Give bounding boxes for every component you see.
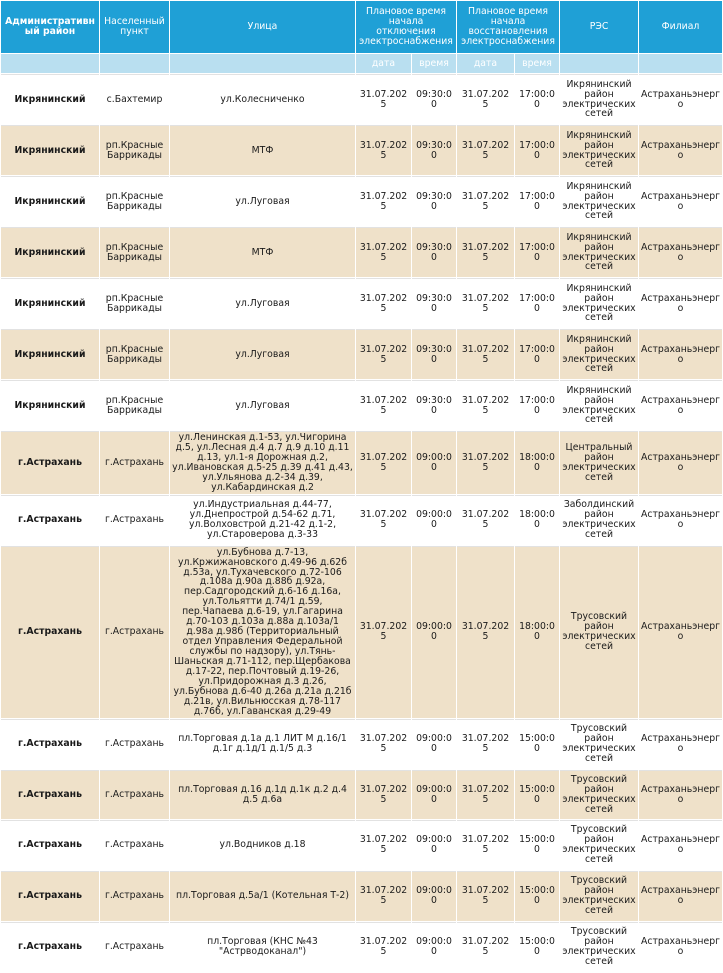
cell-res: Икрянинский район электрических сетей — [560, 380, 638, 430]
cell-off-time: 09:30:00 — [412, 278, 456, 328]
cell-on-time: 18:00:00 — [515, 495, 559, 545]
table-row — [1, 329, 722, 379]
cell-district: Икрянинский — [1, 227, 99, 277]
cell-branch: Астраханьэнерго — [639, 74, 722, 124]
cell-district: г.Астрахань — [1, 770, 99, 819]
cell-settlement: г.Астрахань — [100, 546, 169, 718]
cell-res: Трусовский район электрических сетей — [560, 546, 638, 718]
cell-on-date: 31.07.2025 — [457, 546, 514, 718]
cell-branch: Астраханьэнерго — [639, 770, 722, 819]
cell-off-date: 31.07.2025 — [356, 770, 411, 819]
cell-branch: Астраханьэнерго — [639, 546, 722, 718]
cell-street: ул.Ленинская д.1-53, ул.Чигорина д.5, ул.Лесная д.4 д.7 д.9 д.10 д.11 д.13, ул.1-я Дорожная д.2, ул.Ивановская д.5-25 д.39 д.41 д.43, ул.Ульянова д.2-34 д.39, ул.Кабардинская д.2 — [170, 431, 355, 494]
cell-res: Икрянинский район электрических сетей — [560, 227, 638, 277]
cell-settlement: г.Астрахань — [100, 431, 169, 494]
table-row — [1, 227, 722, 277]
cell-off-date: 31.07.2025 — [356, 495, 411, 545]
cell-settlement: г.Астрахань — [100, 770, 169, 819]
cell-res: Икрянинский район электрических сетей — [560, 176, 638, 226]
cell-on-date: 31.07.2025 — [457, 922, 514, 972]
cell-street: ул.Бубнова д.7-13, ул.Кржижановского д.49-96 д.62б д.53а, ул.Тухачевского д.72-106 д.108а д.90а д.88б д.92а, пер.Садгородский д.6-16 д.16а, ул.Тольятти д.74/1 д.59, пер.Чапаева д.6-19, ул.Гагарина д.70-103 д.103а д.88а д.103а/1 д.98а д.98б (Территориальный отдел Управления Федеральной службы по надзору), ул.Тянь-Шаньская д.71-112, пер.Щербакова д.17-22, пер.Почтовый д.19-26, ул.Придорожная д.3 д.26, ул.Бубнова д.6-40 д.26а д.21а д.21б д.21в, ул.Вильнюсская д.78-117 д.76б, ул.Гаванская д.29-49 — [170, 546, 355, 718]
cell-off-time: 09:30:00 — [412, 380, 456, 430]
table-row — [1, 176, 722, 226]
cell-on-time: 17:00:00 — [515, 227, 559, 277]
cell-branch: Астраханьэнерго — [639, 820, 722, 870]
cell-off-date: 31.07.2025 — [356, 329, 411, 379]
cell-off-date: 31.07.2025 — [356, 922, 411, 972]
table-row — [1, 125, 722, 175]
subheader-row — [1, 54, 722, 73]
cell-branch: Астраханьэнерго — [639, 495, 722, 545]
cell-off-date: 31.07.2025 — [356, 227, 411, 277]
cell-off-date: 31.07.2025 — [356, 176, 411, 226]
table-row — [1, 74, 722, 124]
subheader-off-date: дата — [356, 54, 411, 73]
subheader-blank — [100, 54, 169, 73]
cell-branch: Астраханьэнерго — [639, 871, 722, 921]
cell-on-date: 31.07.2025 — [457, 820, 514, 870]
cell-district: Икрянинский — [1, 125, 99, 175]
cell-res: Трусовский район электрических сетей — [560, 871, 638, 921]
cell-district: г.Астрахань — [1, 719, 99, 769]
cell-on-date: 31.07.2025 — [457, 329, 514, 379]
cell-off-time: 09:00:00 — [412, 871, 456, 921]
subheader-blank — [170, 54, 355, 73]
cell-on-date: 31.07.2025 — [457, 719, 514, 769]
cell-on-time: 17:00:00 — [515, 278, 559, 328]
cell-district: Икрянинский — [1, 176, 99, 226]
cell-on-time: 15:00:00 — [515, 922, 559, 972]
cell-district: г.Астрахань — [1, 546, 99, 718]
table-row — [1, 820, 722, 870]
cell-branch: Астраханьэнерго — [639, 719, 722, 769]
cell-off-time: 09:00:00 — [412, 495, 456, 545]
cell-settlement: рп.Красные Баррикады — [100, 227, 169, 277]
table-row — [1, 871, 722, 921]
cell-street: МТФ — [170, 227, 355, 277]
cell-settlement: рп.Красные Баррикады — [100, 125, 169, 175]
cell-on-time: 17:00:00 — [515, 380, 559, 430]
cell-branch: Астраханьэнерго — [639, 278, 722, 328]
cell-settlement: г.Астрахань — [100, 495, 169, 545]
header-planned-on: Плановое время начала восстановления электроснабжения — [457, 1, 559, 53]
cell-street: пл.Торговая д.1а д.1 ЛИТ М д.16/1 д.1г д.1д/1 д.1/5 д.3 — [170, 719, 355, 769]
cell-district: Икрянинский — [1, 74, 99, 124]
cell-settlement: рп.Красные Баррикады — [100, 380, 169, 430]
cell-district: Икрянинский — [1, 278, 99, 328]
header-res: РЭС — [560, 1, 638, 53]
cell-on-time: 17:00:00 — [515, 176, 559, 226]
cell-off-time: 09:00:00 — [412, 922, 456, 972]
cell-district: Икрянинский — [1, 329, 99, 379]
cell-off-date: 31.07.2025 — [356, 719, 411, 769]
cell-settlement: г.Астрахань — [100, 871, 169, 921]
cell-street: ул.Луговая — [170, 176, 355, 226]
header-branch: Филиал — [639, 1, 722, 53]
cell-off-time: 09:30:00 — [412, 176, 456, 226]
cell-on-time: 15:00:00 — [515, 770, 559, 819]
cell-street: пл.Торговая д.5а/1 (Котельная Т-2) — [170, 871, 355, 921]
table-row — [1, 546, 722, 718]
cell-res: Икрянинский район электрических сетей — [560, 329, 638, 379]
subheader-on-time: время — [515, 54, 559, 73]
cell-res: Трусовский район электрических сетей — [560, 719, 638, 769]
cell-district: г.Астрахань — [1, 820, 99, 870]
cell-on-time: 17:00:00 — [515, 329, 559, 379]
cell-street: пл.Торговая д.16 д.1д д.1к д.2 д.4 д.5 д.6а — [170, 770, 355, 819]
cell-on-date: 31.07.2025 — [457, 278, 514, 328]
subheader-blank — [639, 54, 722, 73]
cell-res: Икрянинский район электрических сетей — [560, 125, 638, 175]
table-row — [1, 431, 722, 494]
cell-off-date: 31.07.2025 — [356, 74, 411, 124]
cell-res: Трусовский район электрических сетей — [560, 820, 638, 870]
cell-district: г.Астрахань — [1, 871, 99, 921]
cell-on-date: 31.07.2025 — [457, 125, 514, 175]
cell-district: г.Астрахань — [1, 431, 99, 494]
table-row — [1, 770, 722, 819]
cell-settlement: г.Астрахань — [100, 820, 169, 870]
cell-on-date: 31.07.2025 — [457, 871, 514, 921]
cell-on-time: 17:00:00 — [515, 74, 559, 124]
cell-on-time: 18:00:00 — [515, 431, 559, 494]
cell-on-date: 31.07.2025 — [457, 74, 514, 124]
cell-off-date: 31.07.2025 — [356, 871, 411, 921]
cell-res: Икрянинский район электрических сетей — [560, 74, 638, 124]
cell-branch: Астраханьэнерго — [639, 329, 722, 379]
cell-off-time: 09:00:00 — [412, 546, 456, 718]
table-row — [1, 380, 722, 430]
cell-res: Трусовский район электрических сетей — [560, 770, 638, 819]
cell-res: Центральный район электрических сетей — [560, 431, 638, 494]
cell-off-time: 09:00:00 — [412, 820, 456, 870]
cell-on-time: 18:00:00 — [515, 546, 559, 718]
cell-on-date: 31.07.2025 — [457, 495, 514, 545]
cell-res: Заболдинский район электрических сетей — [560, 495, 638, 545]
cell-on-date: 31.07.2025 — [457, 227, 514, 277]
cell-settlement: с.Бахтемир — [100, 74, 169, 124]
cell-off-date: 31.07.2025 — [356, 431, 411, 494]
cell-off-date: 31.07.2025 — [356, 380, 411, 430]
cell-off-date: 31.07.2025 — [356, 820, 411, 870]
cell-on-time: 15:00:00 — [515, 719, 559, 769]
table-row — [1, 719, 722, 769]
cell-off-time: 09:00:00 — [412, 770, 456, 819]
cell-street: пл.Торговая (КНС №43 "Астрводоканал") — [170, 922, 355, 972]
cell-off-time: 09:30:00 — [412, 74, 456, 124]
cell-on-date: 31.07.2025 — [457, 431, 514, 494]
cell-street: ул.Индустриальная д.44-77, ул.Днепрострой д.54-62 д.71, ул.Волховстрой д.21-42 д.1-2, ул.Староверова д.3-33 — [170, 495, 355, 545]
cell-branch: Астраханьэнерго — [639, 125, 722, 175]
cell-street: МТФ — [170, 125, 355, 175]
cell-district: г.Астрахань — [1, 495, 99, 545]
cell-branch: Астраханьэнерго — [639, 227, 722, 277]
cell-street: ул.Луговая — [170, 278, 355, 328]
cell-off-time: 09:30:00 — [412, 329, 456, 379]
cell-settlement: г.Астрахань — [100, 719, 169, 769]
cell-res: Трусовский район электрических сетей — [560, 922, 638, 972]
cell-off-date: 31.07.2025 — [356, 125, 411, 175]
cell-off-time: 09:30:00 — [412, 227, 456, 277]
cell-district: Икрянинский — [1, 380, 99, 430]
table-row — [1, 922, 722, 972]
header-district: Административный район — [1, 1, 99, 53]
cell-branch: Астраханьэнерго — [639, 176, 722, 226]
cell-street: ул.Водников д.18 — [170, 820, 355, 870]
cell-branch: Астраханьэнерго — [639, 431, 722, 494]
header-planned-off: Плановое время начала отключения электроснабжения — [356, 1, 456, 53]
cell-on-time: 15:00:00 — [515, 820, 559, 870]
cell-on-date: 31.07.2025 — [457, 176, 514, 226]
cell-off-time: 09:00:00 — [412, 719, 456, 769]
cell-on-date: 31.07.2025 — [457, 380, 514, 430]
subheader-on-date: дата — [457, 54, 514, 73]
cell-settlement: г.Астрахань — [100, 922, 169, 972]
cell-res: Икрянинский район электрических сетей — [560, 278, 638, 328]
subheader-off-time: время — [412, 54, 456, 73]
cell-branch: Астраханьэнерго — [639, 380, 722, 430]
cell-on-time: 15:00:00 — [515, 871, 559, 921]
header-row — [1, 1, 722, 53]
cell-street: ул.Луговая — [170, 329, 355, 379]
cell-off-time: 09:30:00 — [412, 125, 456, 175]
cell-settlement: рп.Красные Баррикады — [100, 329, 169, 379]
cell-on-time: 17:00:00 — [515, 125, 559, 175]
table-row — [1, 278, 722, 328]
cell-settlement: рп.Красные Баррикады — [100, 176, 169, 226]
cell-branch: Астраханьэнерго — [639, 922, 722, 972]
table-body — [1, 74, 722, 972]
cell-street: ул.Луговая — [170, 380, 355, 430]
cell-street: ул.Колесниченко — [170, 74, 355, 124]
cell-off-time: 09:00:00 — [412, 431, 456, 494]
header-settlement: Населенный пункт — [100, 1, 169, 53]
subheader-blank — [1, 54, 99, 73]
subheader-blank — [560, 54, 638, 73]
cell-district: г.Астрахань — [1, 922, 99, 972]
header-street: Улица — [170, 1, 355, 53]
table-row — [1, 495, 722, 545]
cell-on-date: 31.07.2025 — [457, 770, 514, 819]
cell-settlement: рп.Красные Баррикады — [100, 278, 169, 328]
cell-off-date: 31.07.2025 — [356, 278, 411, 328]
cell-off-date: 31.07.2025 — [356, 546, 411, 718]
